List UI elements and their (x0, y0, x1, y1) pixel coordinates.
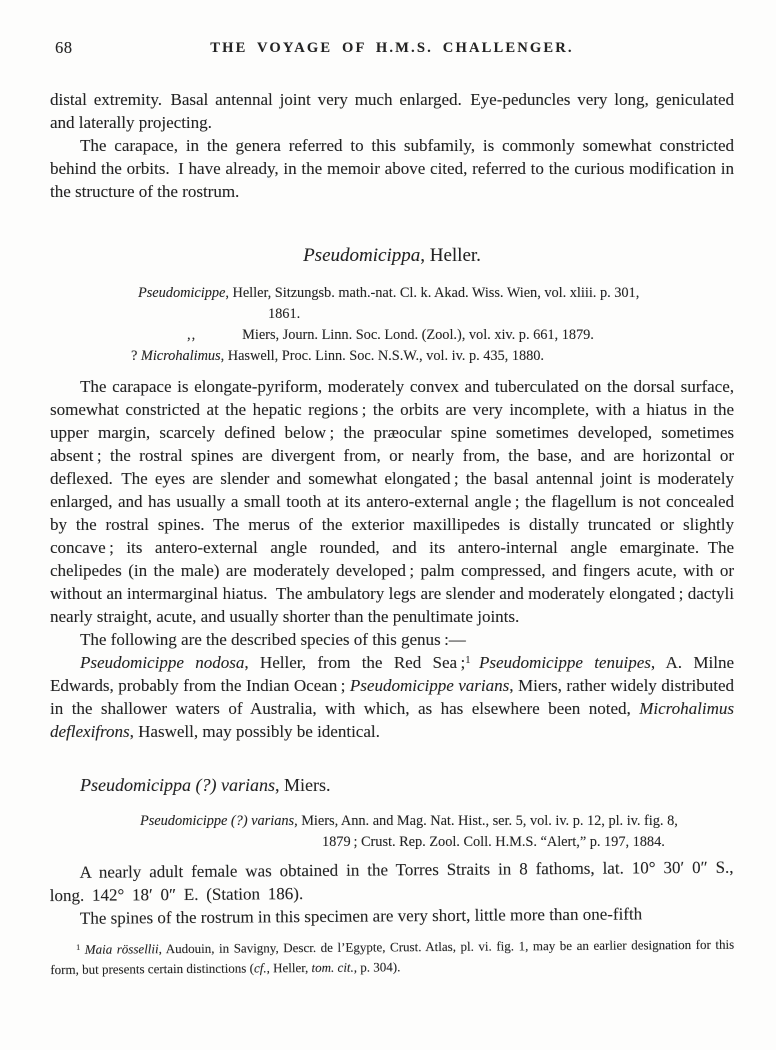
genus-heading: Pseudomicippa, Heller. (303, 245, 481, 266)
synonymy-line-year: 1861. (268, 306, 301, 322)
page-number: 68 (55, 38, 73, 57)
synonymy-line-alert: 1879 ; Crust. Rep. Zool. Coll. H.M.S. “Alert,” p. 197, 1884. (322, 834, 665, 850)
species-synonymy-list (50, 811, 734, 853)
page-header (50, 38, 734, 62)
footnote: $^1$ Maia rössellii, Audouin, in Savigny, Descr. de l’Egypte, Crust. Atlas, pl. vi. fig. 1, may be an earlier designation for this form, but presents certain distinctions (cf., Heller, tom. cit., p. 304). (50, 936, 735, 977)
genus-synonymy-list (50, 283, 734, 367)
synonymy-line-heller: Pseudomicippe, Heller, Sitzungsb. math.-nat. Cl. k. Akad. Wiss. Wien, vol. xliii. p. 301, (138, 285, 640, 301)
paragraph-species-intro: The following are the described species of this genus :— (80, 630, 466, 649)
paragraph-rostrum-spines: The spines of the rostrum in this specimen are very short, little more than one-fifth (79, 904, 643, 928)
running-title: THE VOYAGE OF H.M.S. CHALLENGER. (210, 40, 574, 56)
paragraph-species-list: Pseudomicippe nodosa, Heller, from the Red Sea ;$^1$ Pseudomicippe tenuipes, A. Milne Edwards, probably from the Indian Ocean ; Pseudomicippe varians, Miers, rather widely distributed in the shallower waters of Australia, with which, as has elsewhere been noted, Microhalimus deflexifrons, Haswell, may possibly be identical. (50, 653, 735, 741)
paragraph-carapace-subfamily: The carapace, in the genera referred to this subfamily, is commonly somewhat constricted behind the orbits. I have already, in the memoir above cited, referred to the curious modification in the structure of the rostrum. (50, 136, 734, 201)
synonymy-line-varians: Pseudomicippe (?) varians, Miers, Ann. and Mag. Nat. Hist., ser. 5, vol. iv. p. 12, pl. iv. fig. 8, (140, 813, 678, 829)
paragraph-specimen-locality: A nearly adult female was obtained in the Torres Straits in 8 fathoms, lat. 10° 30′ 0″ S., long. 142° 18′ 0″ E. (Station 186). (49, 857, 734, 906)
synonymy-line-microhalimus: ? Microhalimus, Haswell, Proc. Linn. Soc. N.S.W., vol. iv. p. 435, 1880. (131, 348, 544, 364)
paragraph-genus-description: The carapace is elongate-pyriform, moderately convex and tuberculated on the dorsal surface, somewhat constricted at the hepatic regions ; the orbits are very incomplete, with a hiatus in the upper margin, scarcely defined below ; the præocular spine sometimes developed, sometimes absent ; the rostral spines are divergent from, or nearly from, the base, and are horizontal or deflexed. The eyes are slender and somewhat elongated ; the basal antennal joint is moderately enlarged, and has usually a small tooth at its antero-external angle ; the flagellum is not concealed by the rostral spines. The merus of the exterior maxillipedes is distally truncated or slightly concave ; its antero-external angle rounded, and its antero-internal angle emarginate. The chelipedes (in the male) are moderately developed ; palm compressed, and fingers acute, with or without an intermarginal hiatus. The ambulatory legs are slender and moderately elongated ; dactyli nearly straight, acute, and usually shorter than the penultimate joints. (50, 377, 734, 626)
synonymy-line-miers: ,, Miers, Journ. Linn. Soc. Lond. (Zool.), vol. xiv. p. 661, 1879. (187, 327, 594, 343)
species-heading: Pseudomicippa (?) varians, Miers. (80, 775, 331, 795)
scan-tilted-region (49, 856, 734, 980)
paragraph-distal-extremity: distal extremity. Basal antennal joint very much enlarged. Eye-peduncles very long, geniculated and laterally projecting. (50, 90, 734, 132)
